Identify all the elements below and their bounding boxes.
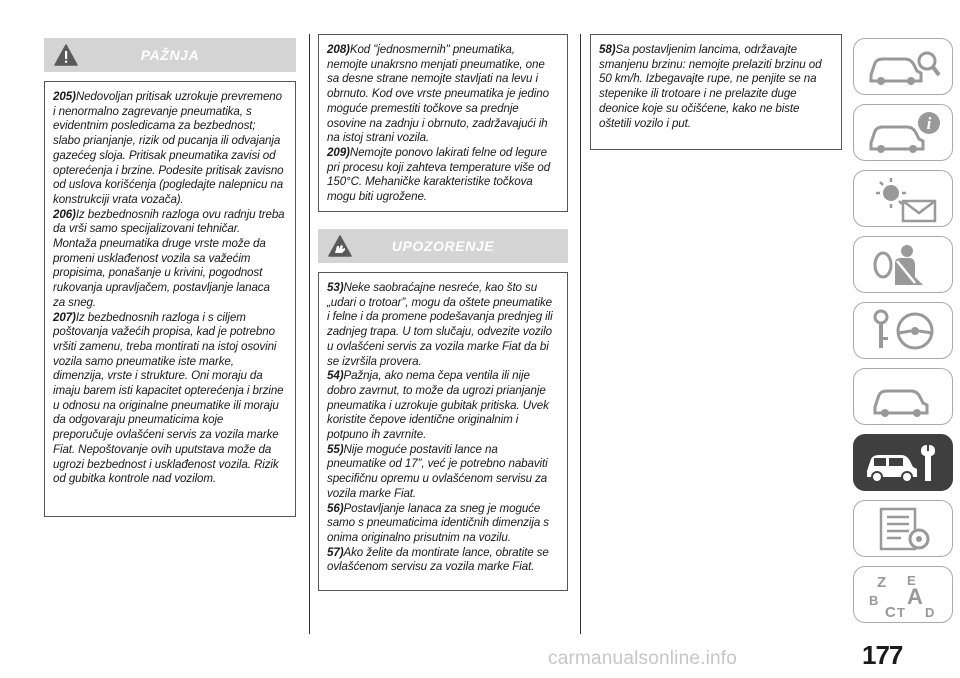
column-divider (309, 34, 310, 634)
upozorenje-item-58: 58)Sa postavljenim lancima, održavajte smanjenu brzinu: nemojte prelaziti brzinu od 50 km/h. Izbegavajte rupe, ne penjite se na stepenike ili trotoare i ne prelazite duge deonice koje su očišćene, kako ne biste oštetili vozilo i put. (599, 43, 822, 130)
warning-lights-icon (861, 175, 945, 223)
pazanja-box (44, 81, 296, 517)
svg-text:B: B (869, 592, 879, 608)
upozorenje-title: UPOZORENJE (391, 238, 495, 254)
upozorenje-box (318, 272, 568, 591)
svg-text:A: A (907, 583, 923, 609)
chapter-tab-warning-lights[interactable] (853, 170, 953, 227)
upozorenje-header (318, 229, 568, 263)
chapter-tab-getting-to-know[interactable] (853, 38, 953, 95)
chapter-tab-emergency[interactable] (853, 368, 953, 425)
svg-text:E: E (907, 572, 916, 588)
svg-text:C: C (885, 603, 896, 619)
car-wrench-icon (861, 439, 945, 487)
chapter-tab-servicing[interactable] (853, 434, 953, 491)
pazanja-continued-box (318, 34, 568, 212)
index-letters-icon (861, 571, 945, 619)
airbag-seat-icon (861, 241, 945, 289)
pazanja-item-205: 205)Nedovoljan pritisak uzrokuje prevremeno i nenormalno zagrevanje pneumatika, s evidentnim posledicama za bezbednost; slabo prianjanje, rizik od pucanja ili odvajanja gazećeg sloja. Pritisak pneumatika zavisi od opterećenja i brzine. Podesite pritisak zavisno od uslova korišćenja (pogledajte nalepnicu na konstrukciji vrata vozača). (53, 90, 284, 206)
upozorenje-item-54: 54)Pažnja, ako nema čepa ventila ili nije dobro zavrnut, to može da ugrozi prianjanje pneumatika i uzrokuje gubitak pritiska. Uvek koristite čepove identične originalnim i potpuno ih zavrnite. (327, 369, 549, 442)
svg-text:D: D (925, 604, 935, 619)
svg-text:T: T (897, 604, 905, 619)
upozorenje-item-55: 55)Nije moguće postaviti lance na pneumatike od 17”, već je potrebno nabaviti specifičnu opremu u ovlašćenom servisu za vozila marke Fiat. (327, 442, 548, 500)
svg-text:Z: Z (877, 573, 887, 591)
technical-data-icon (861, 505, 945, 553)
warning-triangle-icon (54, 43, 78, 67)
watermark: carmanualsonline.info (548, 648, 738, 669)
pazanja-item-209: 209)Nemojte ponovo lakirati felne od legure pri procesu koji zahteva temperature više od 150°C. Mehaničke karakteristike točkova mogu biti ugrožene. (327, 145, 551, 204)
chapter-tab-dashboard[interactable] (853, 104, 953, 161)
key-steering-wheel-icon (861, 307, 945, 355)
caution-hand-icon (328, 234, 352, 258)
upozorenje-item-56: 56)Postavljanje lanaca za sneg je moguće samo s pneumaticima identičnih dimenzija s onima originalno prisutnim na vozilu. (327, 501, 549, 544)
car-info-icon (861, 109, 945, 157)
svg-text:i: i (926, 113, 932, 133)
pazanja-title: PAŽNJA (140, 47, 200, 63)
pazanja-header (44, 38, 296, 72)
car-steering-icon (861, 373, 945, 421)
upozorenje-continued-box (590, 34, 842, 150)
chapter-tab-technical-data[interactable] (853, 500, 953, 557)
pazanja-item-206: 206)Iz bezbednosnih razloga ovu radnju treba da vrši samo specijalizovani tehničar. Montaža pneumatika druge vrste može da promeni usklađenost vozila sa važećim propisima, ponašanje u krivini, pogodnost rukovanja upravljačem, postavljanje lanaca za sneg. (53, 207, 285, 309)
upozorenje-item-53: 53)Neke saobraćajne nesreće, kao što su „udari o trotoar”, mogu da oštete pneumatike i felne i da promene podešavanja prednjeg ili zadnjeg trapa. U tom slučaju, odvezite vozilo u ovlašćeni servis za vozila marke Fiat da bi se izvršila provera. (327, 281, 553, 368)
chapter-tab-index[interactable] (853, 566, 953, 623)
page-number: 177 (862, 640, 903, 670)
pazanja-item-207: 207)Iz bezbednosnih razloga i s ciljem poštovanja važećih propisa, kad je potrebno vršiti zamenu, treba montirati na istoj osovini vozila samo pneumatike iste marke, dimenzija, vrste i strukture. Oni moraju da imaju barem isti kapacitet opterećenja i brzine u odnosu na originalne pneumatike ili moraju da odgovaraju pneumaticima koje preporučuje ovlašćeni servis za vozila marke Fiat. Nepoštovanje ovih uputstava može da ugrozi bezbednost i usklađenost vozila. Rizik od gubitka kontrole nad vozilom. (53, 310, 284, 486)
chapter-tab-starting-driving[interactable] (853, 302, 953, 359)
upozorenje-item-57: 57)Ako želite da montirate lance, obratite se ovlašćenom servisu za vozila marke Fiat. (327, 545, 549, 574)
column-divider (580, 34, 581, 634)
chapter-tab-safety[interactable] (853, 236, 953, 293)
car-search-icon (861, 43, 945, 91)
pazanja-item-208: 208)Kod "jednosmernih" pneumatika, nemojte unakrsno menjati pneumatike, one sa desne strane nemojte stavljati na levu i obrnuto. Kod ove vrste pneumatika je jedino moguće premestiti točkove sa prednje osovine na zadnju i obrnuto, zadržavajući ih na istoj strani vozila. (327, 43, 549, 145)
